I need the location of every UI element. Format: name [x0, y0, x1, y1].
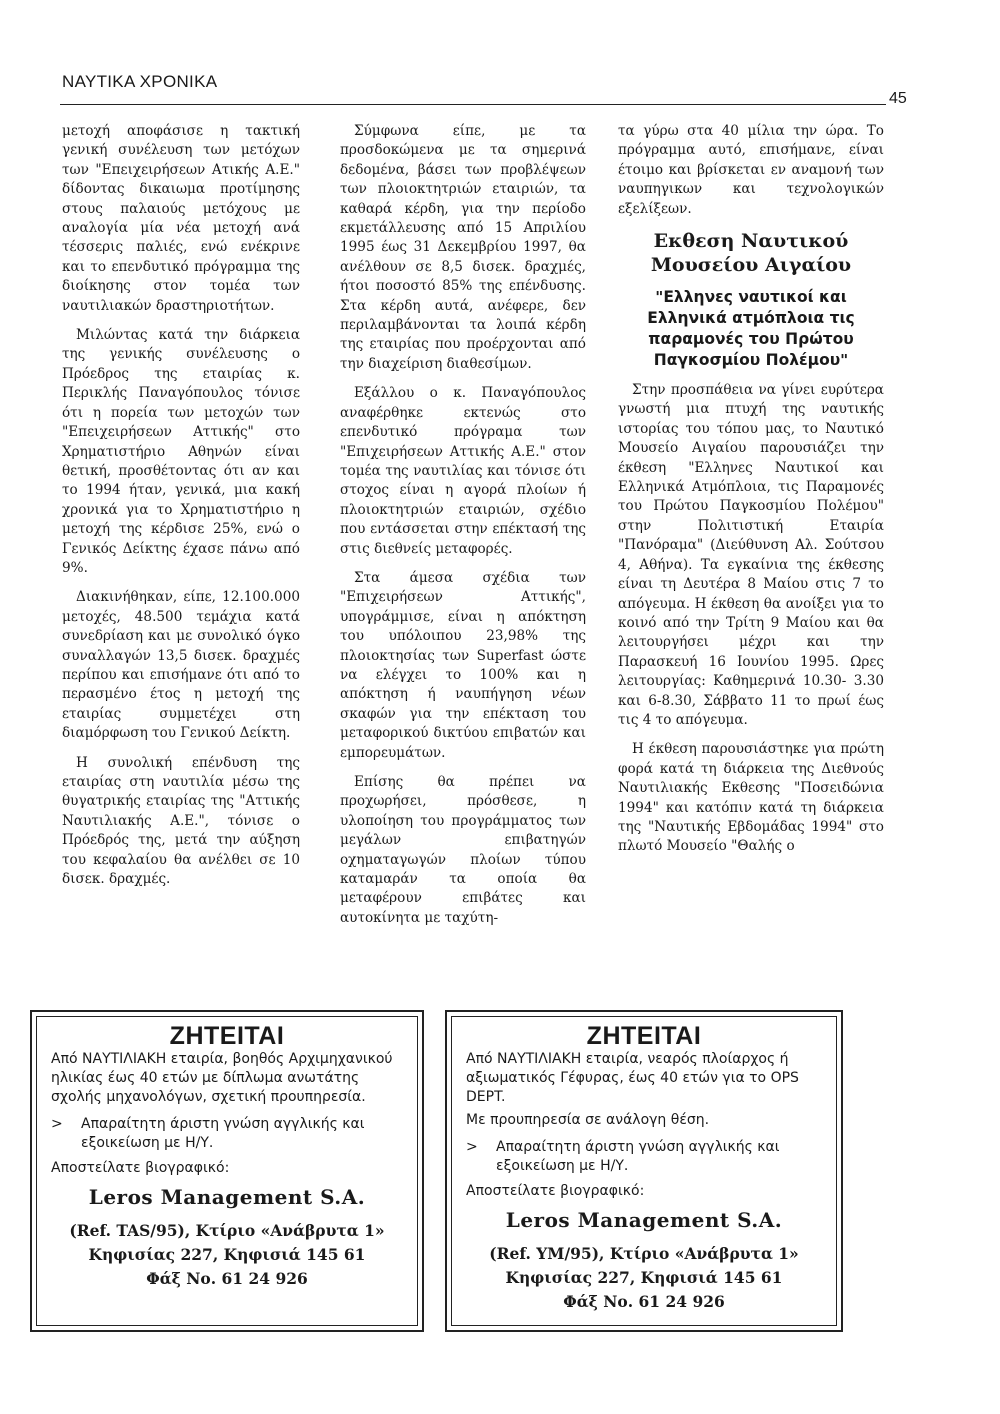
paragraph: Επίσης θα πρέπει να προχωρήσει, πρόσθεσε, η υλοποίηση του προγράμματος των μεγάλων επιβατηγών οχηματαγωγών πλοίων τύπου καταμαράν τα οποία θα μεταφέρουν επιβάτες και αυτοκίνητα με ταχύτη- — [340, 774, 586, 926]
paragraph: Σύμφωνα είπε, με τα προσδοκώμενα με τα σημερινά δεδομένα, βάσει των προβλέψεων των πλοιοκτητριών εταιριών, τα καθαρά κέρδη, για την περίοδο εκμετάλλευσης από 15 Απριλίου 1995 έως 31 Δεκεμβρίου 1997, θα ανέλθουν σε 8,5 δισεκ. δραχμές, ήτοι ποσοστό 85% της επένδυσης. Στα κέρδη αυτά, ανέφερε, δεν περιλαμβάνονται τα λοιπά κέρδη της εταιρίας που προέρχονται από την διαχείριση διαθεσίμων. — [340, 123, 586, 372]
ad-address-line: (Ref. YM/95), Κτίριο «Ανάβρυτα 1» — [489, 1244, 799, 1263]
ad-requirement — [466, 1138, 822, 1176]
ad-title: ΖΗΤΕΙΤΑΙ — [169, 1022, 285, 1050]
ad-title: ΖΗΤΕΙΤΑΙ — [586, 1022, 702, 1050]
arrow-icon: > — [466, 1139, 478, 1155]
page-number: 45 — [889, 90, 907, 107]
ad-requirement — [51, 1115, 403, 1153]
paragraph: Η συνολική επένδυση της εταιρίας στη ναυτιλία μέσω της θυγατρικής εταιρίας της "Αττικής Ναυτιλιακής Α.Ε.", τόνισε ο Πρόεδρός της, μετά την αύξηση του κεφαλαίου θα ανέλθει σε 10 δισεκ. δραχμές. — [62, 754, 300, 888]
ad-fax: Φάξ Νο. 61 24 926 — [563, 1292, 725, 1311]
ad-send-cv: Αποστείλατε βιογραφικό: — [466, 1183, 645, 1199]
paragraph: μετοχή αποφάσισε η τακτική γενική συνέλευση των μετόχων των "Επειχειρήσεων Ατικής Α.Ε." δίδοντας δικαιωμα προτίμησης στους παλαιούς μετόχους με αναλογία μία νέα μετοχή ανά τέσσερις παλιές, ενώ ενέκρινε και το επενδυτικό πρόγραμμα της διοίκησης στον τομέα των ναυτιλιακών δραστηριοτήτων. — [62, 123, 300, 314]
ad-description-extra: Με προυπηρεσία σε ανάλογη θέση. — [466, 1112, 710, 1128]
job-ad-right — [445, 1010, 843, 1332]
article-column-3 — [618, 122, 884, 867]
article-column-1 — [62, 122, 300, 899]
ad-send-cv: Αποστείλατε βιογραφικό: — [51, 1160, 230, 1176]
paragraph: Εξάλλου ο κ. Παναγόπουλος αναφέρθηκε εκτενώς στο επενδυτικό πρόγραμα των "Επιχειρήσεων Αττικής Α.Ε." στον τομέα της ναυτιλίας και τόνισε ότι στοχος είναι η αγορά πλοίων ή πλοιοκτητριών εταιριών, σχέδιο που εντάσσεται στην επέκτασή της στις διεθνείς μεταφορές. — [340, 385, 586, 557]
magazine-title: ΝΑΥΤΙΚΑ ΧΡΟΝΙΚΑ — [62, 72, 218, 91]
paragraph: Διακινήθηκαν, είπε, 12.100.000 μετοχές, 48.500 τεμάχια κατά συνεδρίαση και με συνολικό όγκο συναλλαγών 13,5 δισεκ. δραχμές περίπου και επισήμανε ότι από το περασμένο έτος η μετοχή της εταιρίας συμμετέχει στη διαμόρφωση του Γενικού Δείκτη. — [62, 589, 300, 742]
ad-frame — [36, 1016, 418, 1326]
arrow-icon: > — [51, 1116, 63, 1132]
ad-description: Από ΝΑΥΤΙΛΙΑΚΗ εταιρία, νεαρός πλοίαρχος ή αξιωματικός Γέφυρας, έως 40 ετών για το OPS DEPT. — [466, 1051, 799, 1105]
ad-requirement-text: Απαραίτητη άριστη γνώση αγγλικής και εξοικείωση με Η/Υ. — [81, 1116, 365, 1151]
paragraph: Μιλώντας κατά την διάρκεια της γενικής συνέλευσης ο Πρόεδρος της εταιρίας κ. Περικλής Παναγόπουλος τόνισε ότι η πορεία των μετοχών των "Επειχειρήσεων Αττικής" στο Χρηματιστήριο Αθηνών είναι θετική, προσθέτοντας ότι αν και το 1994 ήταν, γενικά, μια κακή χρονικά για το Χρηματιστήριο η μετοχή της κέρδισε 25%, ενώ ο Γενικός Δείκτης έχασε πάνω από 9%. — [62, 327, 300, 576]
ad-address-line: Κηφισίας 227, Κηφισιά 145 61 — [505, 1268, 783, 1287]
header-divider — [60, 104, 886, 105]
paragraph: Στα άμεσα σχέδια των "Επιχειρήσεων Αττικής", υπογράμμισε, είναι η απόκτηση του υπόλοιπου 23,98% της πλοιοκτησίας των Superfast ώστε να ελέγχει το 100% και η απόκτηση ή ναυπήγηση νέων σκαφών για την επέκταση του μεταφορικού δικτύου επιβατών και εμπορευμάτων. — [340, 569, 586, 761]
ad-address-line: Κηφισίας 227, Κηφισιά 145 61 — [88, 1245, 366, 1264]
article-column-2 — [340, 122, 586, 938]
ad-address-line: (Ref. TAS/95), Κτίριο «Ανάβρυτα 1» — [69, 1221, 385, 1240]
section-title: Εκθεση Ναυτικού Μουσείου Αιγαίου — [650, 230, 852, 277]
ad-company: Leros Management S.A. — [88, 1185, 366, 1209]
paragraph: Η έκθεση παρουσιάστηκε για πρώτη φορά κατά τη διάρκεια της Διεθνούς Ναυτιλιακής Εκθεσης "Ποσειδώνια 1994" και κατόπιν κατά τη διάρκεια της "Ναυτικής Εβδομάδας 1994" στο πλωτό Μουσείο "Θαλής ο — [618, 741, 884, 855]
ad-company: Leros Management S.A. — [505, 1208, 783, 1232]
paragraph: τα γύρω στα 40 μίλια την ώρα. Το πρόγραμμα αυτό, επισήμανε, είναι έτοιμο και βρίσκεται εν αναμονή των ναυπηγικων και τεχνολογικών εξελίξεων. — [618, 123, 884, 217]
job-ad-left — [30, 1010, 424, 1332]
paragraph: Στην προσπάθεια να γίνει ευρύτερα γνωστή μια πτυχή της ναυτικής ιστορίας του τόπου μας, το Ναυτικό Μουσείο Αιγαίου παρουσιάζει την έκθεση "Ελληνες Ναυτικοί και Ελληνικά Ατμόπλοια, τις Παραμονές του Πρώτου Παγκοσμίου Πολέμου" στην Πολιτιστική Εταιρία "Πανόραμα" (Διεύθυνση Αλ. Σούτσου 4, Αθήνα). Τα εγκαίνια της έκθεσης είναι τη Δευτέρα 8 Μαίου στις 7 το απόγευμα. Η έκθεση θα ανοίξει για το κοινό από την Τρίτη 9 Μαίου και θα λειτουργήσει μέχρι και την Παρασκευή 16 Ιουνίου 1995. Ωρες λειτουργίας: Καθημερινά 10.30- 3.30 και 6-8.30, Σάββατο 11 το πρωί έως τις 4 το απόγευμα. — [618, 382, 884, 728]
section-subtitle: "Ελληνες ναυτικοί και Ελληνικά ατμόπλοια τις παραμονές του Πρώτου Παγκοσμίου Πολέμου" — [647, 288, 855, 370]
ad-description: Από ΝΑΥΤΙΛΙΑΚΗ εταιρία, βοηθός Αρχιμηχανικού ηλικίας έως 40 ετών με δίπλωμα ανωτάτης σχολής μηχανολόγων, σχετική προυπηρεσία. — [51, 1051, 393, 1105]
ad-requirement-text: Απαραίτητη άριστη γνώση αγγλικής και εξοικείωση με Η/Υ. — [496, 1139, 780, 1174]
ad-fax: Φάξ Νο. 61 24 926 — [146, 1269, 308, 1288]
ad-frame — [451, 1016, 837, 1326]
